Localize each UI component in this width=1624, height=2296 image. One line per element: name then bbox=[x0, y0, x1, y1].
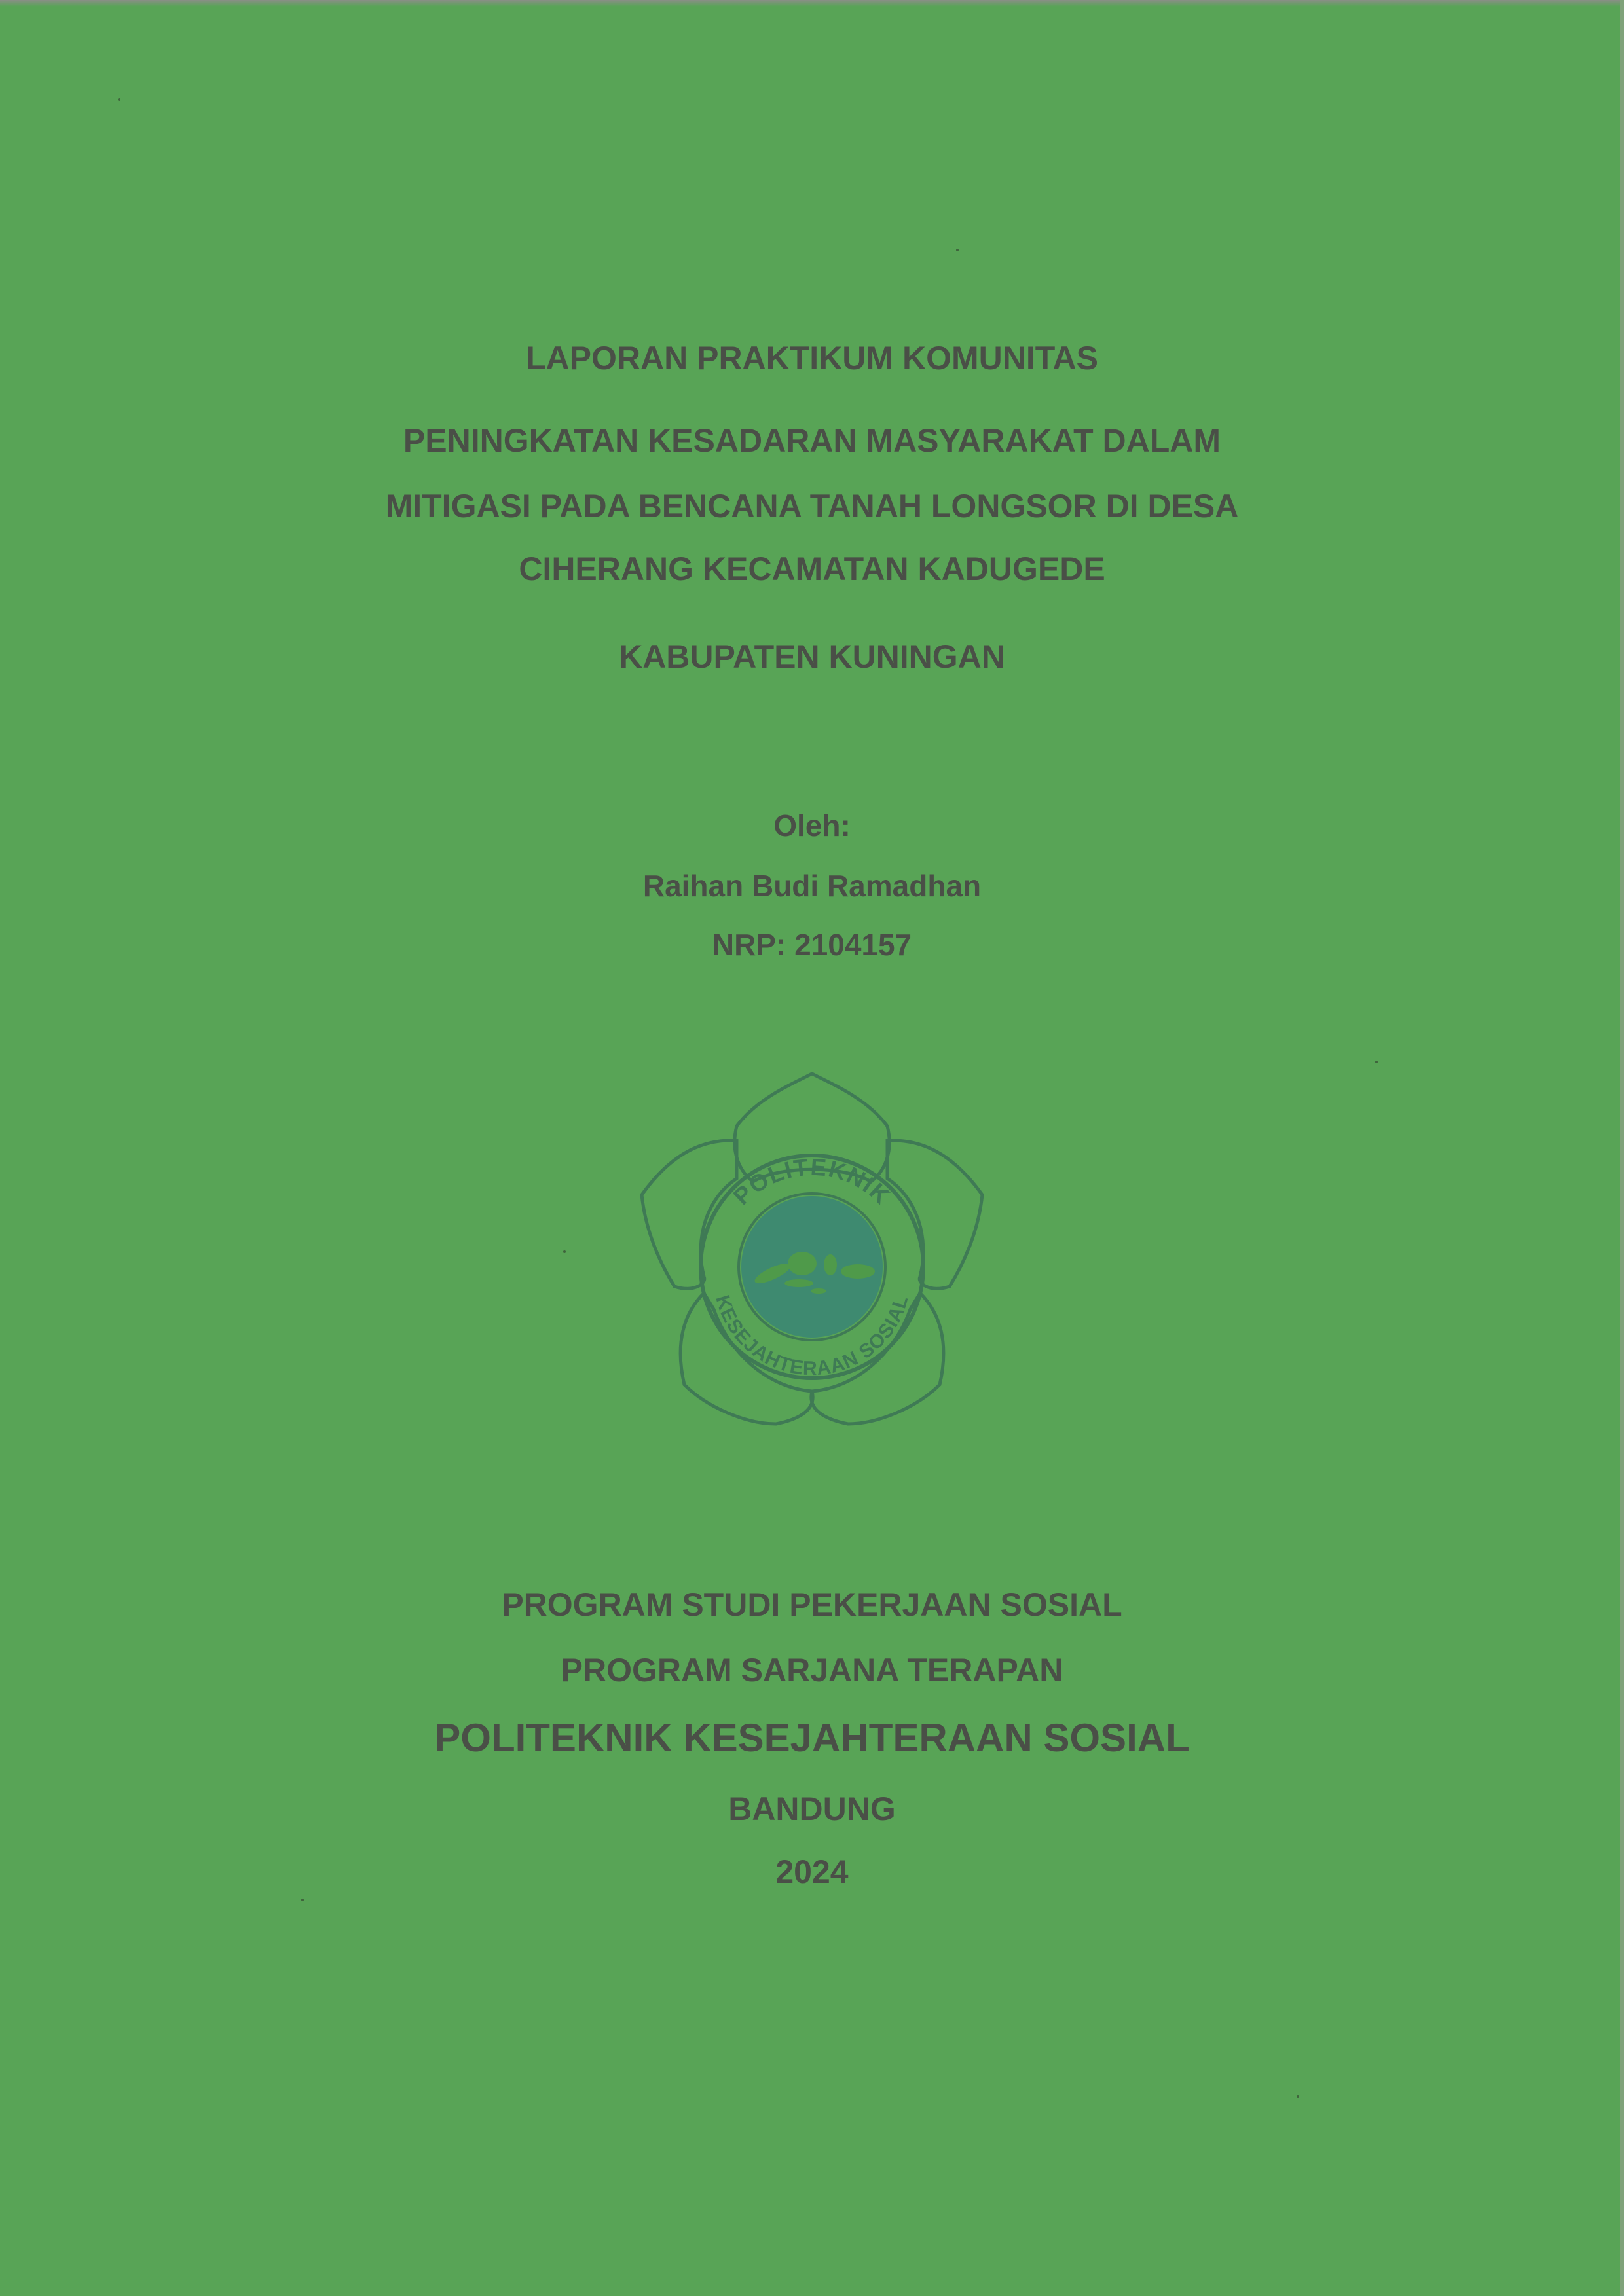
scan-speck bbox=[118, 98, 120, 101]
author-name: Raihan Budi Ramadhan bbox=[642, 869, 982, 903]
report-type: LAPORAN PRAKTIKUM KOMUNITAS bbox=[525, 340, 1099, 376]
by-label: Oleh: bbox=[773, 809, 851, 843]
scan-speck bbox=[563, 1250, 566, 1253]
city: BANDUNG bbox=[728, 1791, 896, 1827]
degree-program: PROGRAM SARJANA TERAPAN bbox=[561, 1652, 1063, 1688]
title-line-1: PENINGKATAN KESADARAN MASYARAKAT DALAM bbox=[403, 422, 1221, 459]
scan-speck bbox=[1297, 2095, 1299, 2098]
year: 2024 bbox=[775, 1853, 849, 1890]
title-line-3: CIHERANG KECAMATAN KADUGEDE bbox=[519, 551, 1105, 587]
title-line-2: MITIGASI PADA BENCANA TANAH LONGSOR DI DESA bbox=[385, 488, 1239, 524]
scan-speck bbox=[956, 249, 959, 251]
study-program: PROGRAM STUDI PEKERJAAN SOSIAL bbox=[502, 1586, 1122, 1623]
regency: KABUPATEN KUNINGAN bbox=[619, 638, 1005, 675]
scan-speck bbox=[301, 1899, 304, 1901]
politeknik-kesejahteraan-sosial-logo-icon bbox=[622, 1061, 1002, 1427]
student-id: NRP: 2104157 bbox=[712, 928, 912, 962]
scan-speck bbox=[1375, 1061, 1378, 1063]
scan-edge-top bbox=[0, 0, 1624, 7]
institution-name: POLITEKNIK KESEJAHTERAAN SOSIAL bbox=[434, 1716, 1190, 1760]
svg-text:KESEJAHTERAAN SOSIAL: KESEJAHTERAAN SOSIAL bbox=[711, 1292, 913, 1380]
svg-text:POLITEKNIK: POLITEKNIK bbox=[728, 1153, 896, 1211]
